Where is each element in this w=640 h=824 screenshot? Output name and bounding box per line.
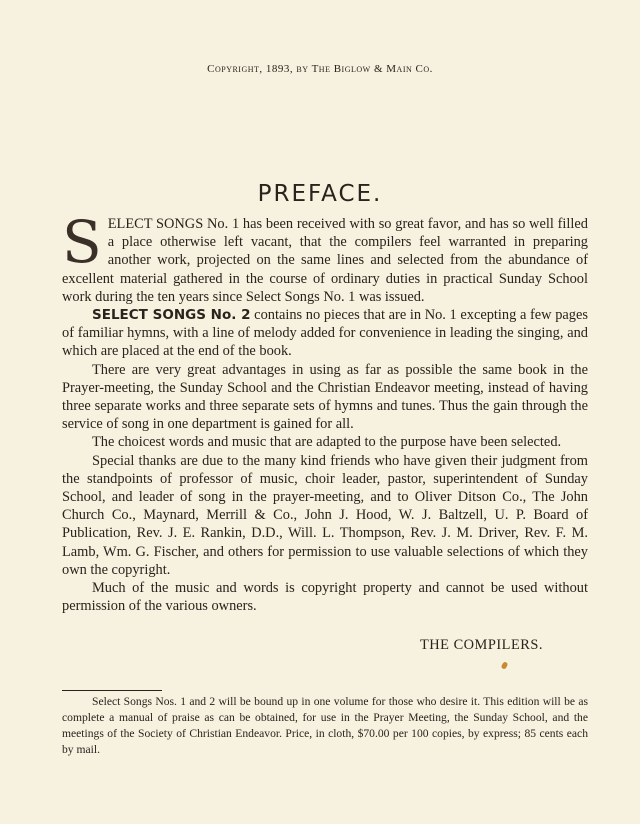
ink-mark bbox=[501, 661, 509, 670]
footnote-rule bbox=[62, 690, 162, 691]
signoff: THE COMPILERS. bbox=[420, 637, 543, 653]
paragraph-2 bbox=[62, 306, 588, 361]
footnote bbox=[62, 694, 588, 758]
page-title: PREFACE. bbox=[257, 181, 383, 208]
footnote-text: Select Songs Nos. 1 and 2 will be bound up in one volume for those who desire it. This edition will be as complete a manual of praise as can be obtained, for use in the Prayer Meeting, the Sunday School, and the meetings of the Society of Christian Endeavor. Price, in cloth, $70.00 per 100 copies, by express; 85 cents each by mail. bbox=[62, 695, 588, 756]
copyright-line: Copyright, 1893, by The Biglow & Main Co. bbox=[207, 63, 433, 75]
paragraph-5: Special thanks are due to the many kind friends who have given their judgment from the standpoints of professor of music, choir leader, pastor, superintendent of Sunday School, and leader of song in the prayer-meeting, and to Oliver Ditson Co., The John Church Co., Maynard, Merrill & Co., John J. Hood, W. J. Baltzell, U. P. Board of Publication, Rev. J. E. Rankin, D.D., Will. L. Thompson, Rev. J. M. Driver, Rev. F. M. Lamb, Wm. G. Fischer, and others for permission to use valuable selections of which they own the copyright. bbox=[62, 452, 588, 578]
preface-body bbox=[62, 208, 588, 615]
paragraph-3: There are very great advantages in using as far as possible the same book in the Prayer-meeting, the Sunday School and the Christian Endeavor meeting, instead of having three separate works and three separate sets of hymns and tunes. Thus the gain through the service of song in one department is gained for all. bbox=[62, 361, 588, 433]
paragraph-1 bbox=[62, 208, 588, 306]
paragraph-1-text: ELECT SONGS No. 1 has been received with so great favor, and has so well filled a place otherwise left vacant, that the compilers feel warranted in preparing another work, projected on the same lines and selected from the abundance of excellent material gathered in the course of ordinary duties in practical Sunday School work during the ten years since Select Songs No. 1 was issued. bbox=[62, 216, 588, 305]
paragraph-6: Much of the music and words is copyright property and cannot be used without permission of the various owners. bbox=[62, 580, 588, 615]
paragraph-2-lead: SELECT SONGS No. 2 bbox=[92, 307, 251, 324]
paragraph-2-text: contains no pieces that are in No. 1 excepting a few pages of familiar hymns, with a line of melody added for convenience in leading the singing, and which are placed at the end of the book. bbox=[62, 307, 588, 360]
drop-cap: S bbox=[62, 208, 102, 276]
paragraph-4: The choicest words and music that are adapted to the purpose have been selected. bbox=[92, 434, 562, 451]
